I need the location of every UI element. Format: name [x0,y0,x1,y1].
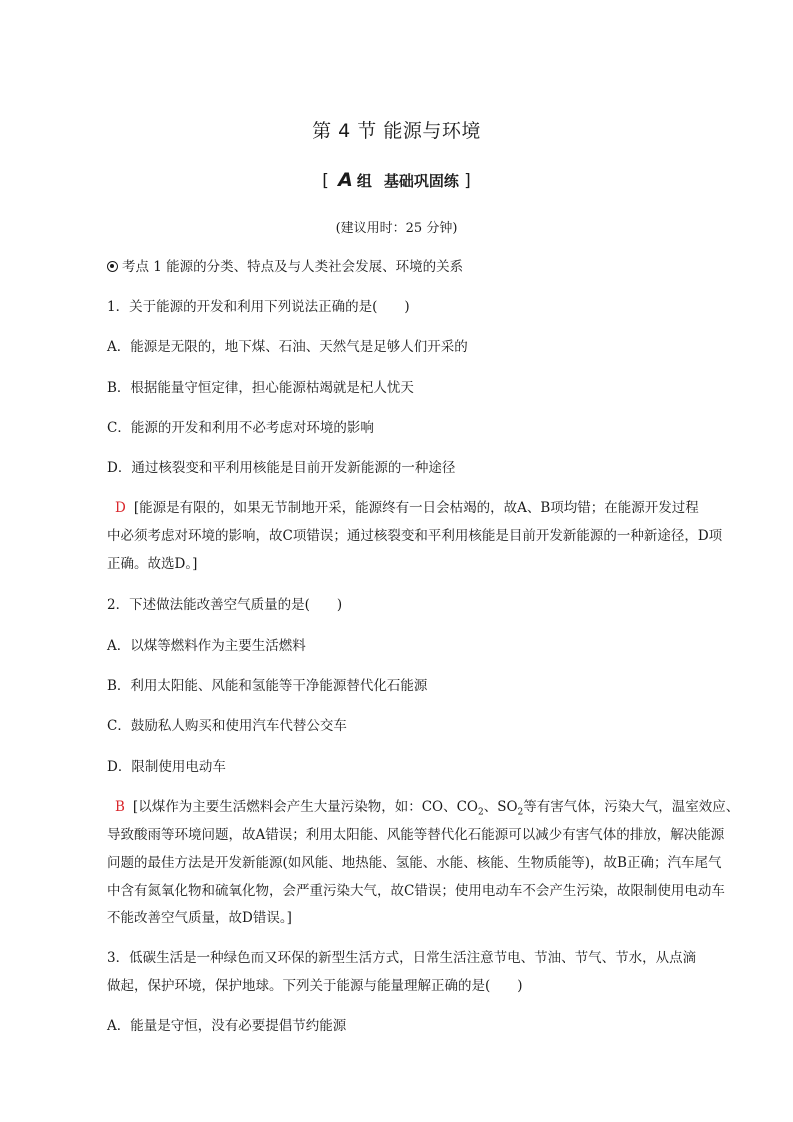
q1-option-b: B．根据能量守恒定律，担心能源枯竭就是杞人忧天 [107,380,414,396]
group-close-bracket: ] [464,171,471,191]
q1-explanation-line-3: 正确。故选D。] [107,556,198,572]
q2-explanation-line-5: 不能改善空气质量，故D错误。] [107,910,292,926]
section-heading [107,257,463,277]
group-word: 组 [356,172,372,190]
q1-explanation-line-1 [107,498,699,518]
group-letter: A [338,169,353,191]
group-header [0,169,793,191]
q3-option-a: A．能量是守恒，没有必要提倡节约能源 [107,1018,347,1034]
q2-stem: 2．下述做法能改善空气质量的是( ) [107,597,343,613]
q1-explanation-text-1: [能源是有限的，如果无节制地开采，能源终有一日会枯竭的，故A、B项均错；在能源开发过程 [133,500,699,516]
q2-answer: B [115,799,125,815]
q1-explanation-line-2: 中必须考虑对环境的影响，故C项错误；通过核裂变和平利用核能是目前开发新能源的一种新途径，D项 [107,528,723,544]
q2-explanation-line-2: 导致酸雨等环境问题，故A错误；利用太阳能、风能等替代化石能源可以减少有害气体的排放，解决能源 [107,827,725,843]
q2-explanation-line-3: 问题的最佳方法是开发新能源(如风能、地热能、氢能、水能、核能、生物质能等)，故B正确；汽车尾气 [107,855,722,871]
q2-option-c: C．鼓励私人购买和使用汽车代替公交车 [107,718,347,734]
q2-option-b: B．利用太阳能、风能和氢能等干净能源替代化石能源 [107,678,428,694]
q1-option-d: D．通过核裂变和平利用核能是目前开发新能源的一种途径 [107,460,456,476]
q3-stem-line-1: 3．低碳生活是一种绿色而又环保的新型生活方式，日常生活注意节电、节油、节气、节水，从点滴 [107,950,697,966]
q1-option-a: A．能源是无限的，地下煤、石油、天然气是足够人们开采的 [107,339,468,355]
q2-option-d: D．限制使用电动车 [107,759,226,775]
q2-explanation-line-4: 中含有氮氧化物和硫氧化物，会严重污染大气，故C错误；使用电动车不会产生污染，故限制使用电动车 [107,883,725,899]
q2-subscript-1: 2 [477,807,484,818]
suggested-time: (建议用时：25 分钟) [335,221,458,236]
q2-subscript-2: 2 [517,807,524,818]
target-bullet-icon [107,261,118,272]
page-title: 第 4 节 能源与环境 [312,120,481,142]
section-label: 考点 1 能源的分类、特点及与人类社会发展、环境的关系 [122,259,464,275]
q1-option-c: C．能源的开发和利用不必考虑对环境的影响 [107,420,374,436]
q2-explanation-part-b: 、SO [483,799,518,815]
group-name: 基础巩固练 [383,172,459,190]
q1-stem: 1．关于能源的开发和利用下列说法正确的是( ) [107,299,410,315]
q2-option-a: A．以煤等燃料作为主要生活燃料 [107,638,306,654]
group-open-bracket: [ [322,171,329,191]
q2-explanation-line-1 [107,797,739,823]
q1-answer: D [115,500,126,516]
q3-stem-line-2: 做起，保护环境，保护地球。下列关于能源与能量理解正确的是( ) [107,978,523,994]
q2-explanation-part-a: [以煤作为主要生活燃料会产生大量污染物，如：CO、CO [132,799,478,815]
q2-explanation-part-c: 等有害气体，污染大气，温室效应、 [523,799,740,815]
